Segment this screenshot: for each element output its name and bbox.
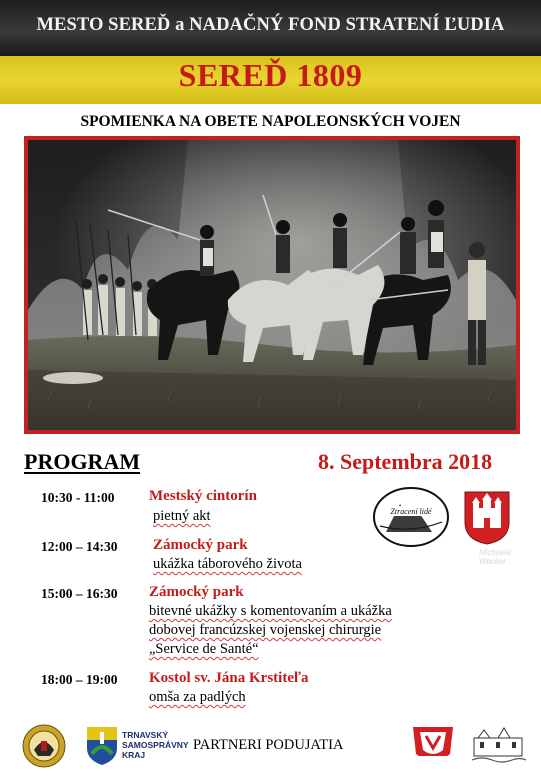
schedule-place: Kostol sv. Jána Krstiteľa bbox=[149, 670, 309, 686]
schedule-time: 12:00 – 14:30 bbox=[41, 539, 118, 554]
schedule-time: 18:00 – 19:00 bbox=[41, 672, 118, 687]
sered-coat-of-arms bbox=[463, 490, 511, 546]
organizers-band bbox=[0, 0, 541, 56]
event-date: 8. Septembra 2018 bbox=[318, 449, 493, 474]
lost-people-fund-logo bbox=[372, 486, 450, 548]
schedule-description: omša za padlých bbox=[149, 689, 246, 705]
partners-label: PARTNERI PODUJATIA bbox=[193, 737, 344, 753]
trnava-region-name: TRNAVSKÝ SAMOSPRÁVNY KRAJ bbox=[122, 730, 189, 760]
schedule-time: 15:00 – 16:30 bbox=[41, 586, 118, 601]
title-band bbox=[0, 56, 541, 104]
schedule-description: dobovej francúzskej vojenskej chirurgie bbox=[149, 622, 382, 638]
water-castle-logo bbox=[470, 724, 528, 768]
schedule-description: ukážka táborového života bbox=[153, 556, 302, 572]
program-heading: PROGRAM bbox=[24, 449, 141, 474]
organizers-text: MESTO SEREĎ a NADAČNÝ FOND STRATENÍ ĽUDIA bbox=[36, 15, 505, 35]
event-title: SEREĎ 1809 bbox=[178, 57, 363, 93]
battle-photo bbox=[28, 140, 516, 430]
trnava-region-logo bbox=[86, 726, 118, 766]
event-subtitle: SPOMIENKA NA OBETE NAPOLEONSKÝCH VOJEN bbox=[80, 113, 461, 130]
photo-credit: Michaela Wecker bbox=[479, 548, 512, 566]
schedule-place: Mestský cintorín bbox=[149, 488, 257, 504]
schedule-description: bitevné ukážky s komentovaním a ukážka bbox=[149, 603, 392, 619]
schedule-description: „Service de Santé“ bbox=[149, 641, 259, 657]
schedule-place: Zámocký park bbox=[153, 537, 248, 553]
military-emblem-logo bbox=[22, 724, 66, 768]
kultura-logo bbox=[410, 724, 456, 768]
schedule-time: 10:30 - 11:00 bbox=[41, 490, 115, 505]
schedule-place: Zámocký park bbox=[149, 584, 244, 600]
svg-text:Ztracení lidé: Ztracení lidé bbox=[390, 507, 432, 516]
schedule-description: pietný akt bbox=[153, 508, 211, 524]
